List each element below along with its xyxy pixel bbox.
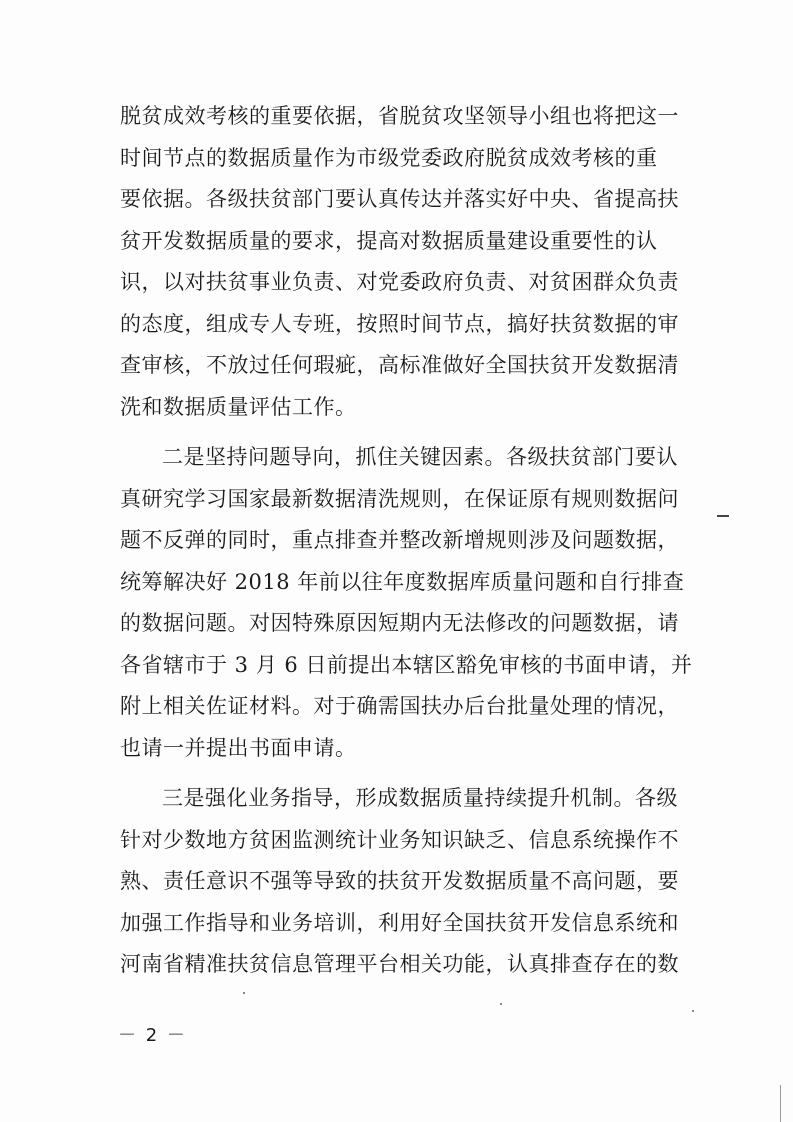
scan-artifact-dot: [500, 1003, 502, 1005]
text-line: 洗和数据质量评估工作。: [120, 394, 357, 419]
text-line: 时间节点的数据质量作为市级党委政府脱贫成效考核的重: [120, 145, 658, 170]
paragraph-two-heading-line: 二是坚持问题导向，抓住关键因素。各级扶贫部门要认: [162, 445, 678, 469]
text-line: 加强工作指导和业务培训，利用好全国扶贫开发信息系统和: [120, 910, 679, 935]
text-line: 各省辖市于 3 月 6 日前提出本辖区豁免审核的书面申请，并: [120, 652, 693, 677]
text-line: 的数据问题。对因特殊原因短期内无法修改的问题数据，请: [120, 611, 679, 635]
body-text: [120, 96, 693, 986]
text-line: 要依据。各级扶贫部门要认真传达并落实好中央、省提高扶: [120, 187, 679, 211]
text-line: 的态度，组成专人专班，按照时间节点，搞好扶贫数据的审: [120, 311, 679, 336]
text-line: 真研究学习国家最新数据清洗规则，在保证原有规则数据问: [120, 486, 679, 511]
scan-artifact-mark: [717, 515, 729, 517]
paragraph-three-heading-line: 三是强化业务指导，形成数据质量持续提升机制。各级: [162, 786, 678, 810]
scan-artifact-dot: [243, 992, 245, 994]
text-line: 针对少数地方贫困监测统计业务知识缺乏、信息系统操作不: [120, 827, 679, 852]
text-line: 脱贫成效考核的重要依据，省脱贫攻坚领导小组也将把这一: [120, 104, 679, 128]
text-line: 查审核，不放过任何瑕疵，高标准做好全国扶贫开发数据清: [120, 353, 679, 377]
text-line: 贫开发数据质量的要求，提高对数据质量建设重要性的认: [120, 228, 658, 253]
text-line: 熟、责任意识不强等导致的扶贫开发数据质量不高问题，要: [120, 869, 679, 893]
text-line: 附上相关佐证材料。对于确需国扶办后台批量处理的情况，: [120, 694, 679, 718]
scan-artifact-dot: [692, 1010, 694, 1012]
text-line: 也请一并提出书面申请。: [120, 735, 357, 760]
page-number: － 2 －: [118, 1025, 187, 1046]
text-line: 识，以对扶贫事业负责、对党委政府负责、对贫困群众负责: [120, 270, 679, 294]
scan-artifact-edge: [780, 1085, 781, 1122]
text-line: 题不反弹的同时，重点排查并整改新增规则涉及问题数据，: [120, 528, 679, 552]
text-line: 河南省精准扶贫信息管理平台相关功能，认真排查存在的数: [120, 952, 679, 976]
text-line: 统筹解决好 2018 年前以往年度数据库质量问题和自行排查: [120, 569, 685, 594]
